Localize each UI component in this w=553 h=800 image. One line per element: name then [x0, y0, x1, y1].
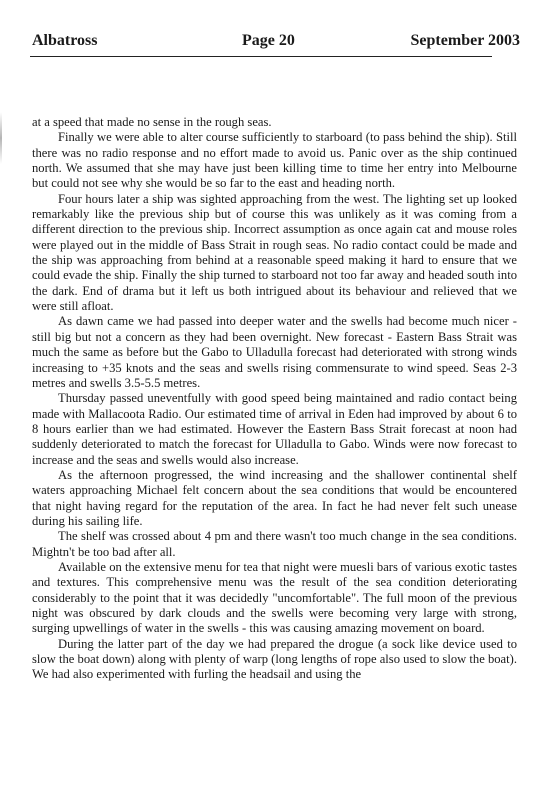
issue-date: September 2003	[410, 32, 520, 49]
paragraph: at a speed that made no sense in the rough seas.	[32, 115, 272, 129]
paragraph: Finally we were able to alter course sufficiently to starboard (to pass behind the ship). Still there was no radio response and no effort made to avoid us. Panic over as the ship continued north. We assumed that she may have just been killing time to time her entry into Melbourne but could not see why she would be so far to the east and heading north.	[32, 130, 517, 191]
paragraph: Thursday passed uneventfully with good speed being maintained and radio contact being made with Mallacoota Radio. Our estimated time of arrival in Eden had improved by about 6 to 8 hours earlier than we had estimated. However the Eastern Bass Strait forecast at noon had suddenly deteriorated to match the forecast for Ulladulla to Gabo. Winds were now forecast to increase and the seas and swells would also increase.	[32, 391, 517, 467]
paragraph: Available on the extensive menu for tea that night were muesli bars of various exotic tastes and textures. This comprehensive menu was the result of the sea condition deteriorating considerably to the point that it was decidedly "uncomfortable". The full moon of the previous night was obscured by dark clouds and the swells were becoming very large with strong, surging upwellings of water in the swells - this was causing amazing movement on board.	[32, 559, 517, 636]
page-header	[32, 30, 520, 52]
paragraph: As the afternoon progressed, the wind increasing and the shallower continental shelf waters approaching Michael felt concern about the sea conditions that would be encountered that night having regard for the reputation of the area. In fact he had never felt such unease during his sailing life.	[32, 467, 517, 528]
publication-title: Albatross	[32, 32, 98, 49]
paragraph: The shelf was crossed about 4 pm and there wasn't too much change in the sea conditions. Mightn't be too bad after all.	[32, 529, 517, 559]
page-number: Page 20	[242, 32, 295, 49]
article-body	[32, 115, 517, 683]
paragraph: As dawn came we had passed into deeper water and the swells had become much nicer - still big but not a concern as they had been overnight. New forecast - Eastern Bass Strait was much the same as before but the Gabo to Ulladulla forecast had deteriorated with strong winds increasing to +35 knots and the seas and swells rising commensurate to wind speed. Seas 2-3 metres and swells 3.5-5.5 metres.	[32, 314, 517, 390]
header-divider	[30, 56, 492, 57]
paragraph: During the latter part of the day we had prepared the drogue (a sock like device used to slow the boat down) along with plenty of warp (long lengths of rope also used to slow the boat). We had also experimented with furling the headsail and using the	[32, 636, 517, 682]
paragraph: Four hours later a ship was sighted approaching from the west. The lighting set up looked remarkably like the previous ship but of course this was unlikely as it was coming from a different direction to the previous ship. Incorrect assumption as once again cat and mouse roles were played out in the middle of Bass Strait in rough seas. No radio contact could be made and the ship was approaching from behind at a reasonable speed making it hard to ensure that we could evade the ship. Finally the ship turned to starboard not too far away and headed south into the dark. End of drama but it left us both intrigued about its behaviour and relieved that we were still afloat.	[32, 191, 517, 314]
scan-edge-mark	[0, 112, 2, 164]
